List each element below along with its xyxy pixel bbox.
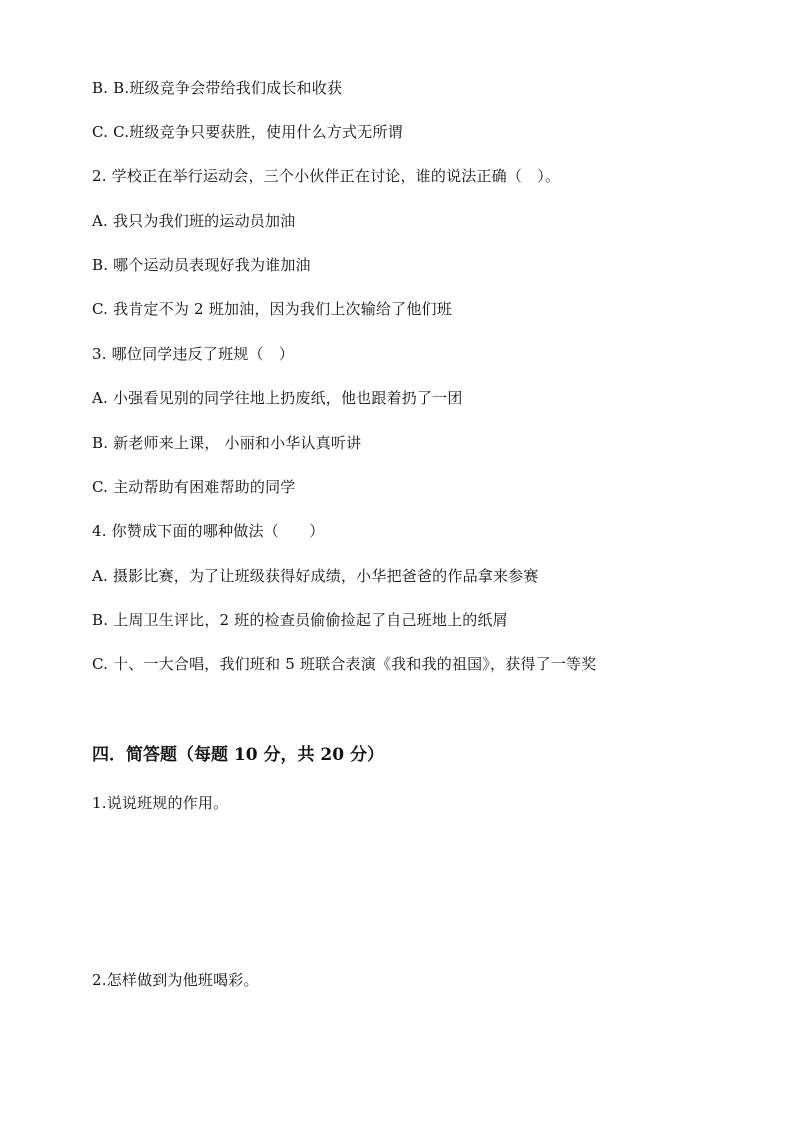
q3-option-a: A. 小强看见别的同学往地上扔废纸，他也跟着扔了一团 — [92, 389, 463, 407]
q3-option-b: B. 新老师来上课， 小丽和小华认真听讲 — [92, 434, 362, 452]
q3-stem: 3. 哪位同学违反了班规（ ） — [92, 345, 295, 363]
q1-option-c: C. C.班级竞争只要获胜，使用什么方式无所谓 — [92, 123, 403, 141]
q2-option-b: B. 哪个运动员表现好我为谁加油 — [92, 256, 311, 274]
q4-option-a: A. 摄影比赛，为了让班级获得好成绩，小华把爸爸的作品拿来参赛 — [92, 567, 539, 585]
q2-option-c: C. 我肯定不为 2 班加油，因为我们上次输给了他们班 — [92, 300, 452, 318]
short-answer-q1: 1.说说班规的作用。 — [92, 794, 229, 812]
q4-option-c: C. 十、一大合唱，我们班和 5 班联合表演《我和我的祖国》，获得了一等奖 — [92, 655, 597, 673]
q4-option-b: B. 上周卫生评比，2 班的检查员偷偷捡起了自己班地上的纸屑 — [92, 611, 508, 629]
section4-heading: 四．简答题（每题 10 分，共 20 分） — [92, 745, 384, 765]
q2-stem: 2. 学校正在举行运动会，三个小伙伴正在讨论，谁的说法正确（ ）。 — [92, 167, 561, 185]
q3-option-c: C. 主动帮助有困难帮助的同学 — [92, 478, 296, 496]
q1-option-b: B. B.班级竞争会带给我们成长和收获 — [92, 79, 343, 97]
q4-stem: 4. 你赞成下面的哪种做法（ ） — [92, 522, 325, 540]
q2-option-a: A. 我只为我们班的运动员加油 — [92, 212, 296, 230]
short-answer-q2: 2.怎样做到为他班喝彩。 — [92, 971, 259, 989]
